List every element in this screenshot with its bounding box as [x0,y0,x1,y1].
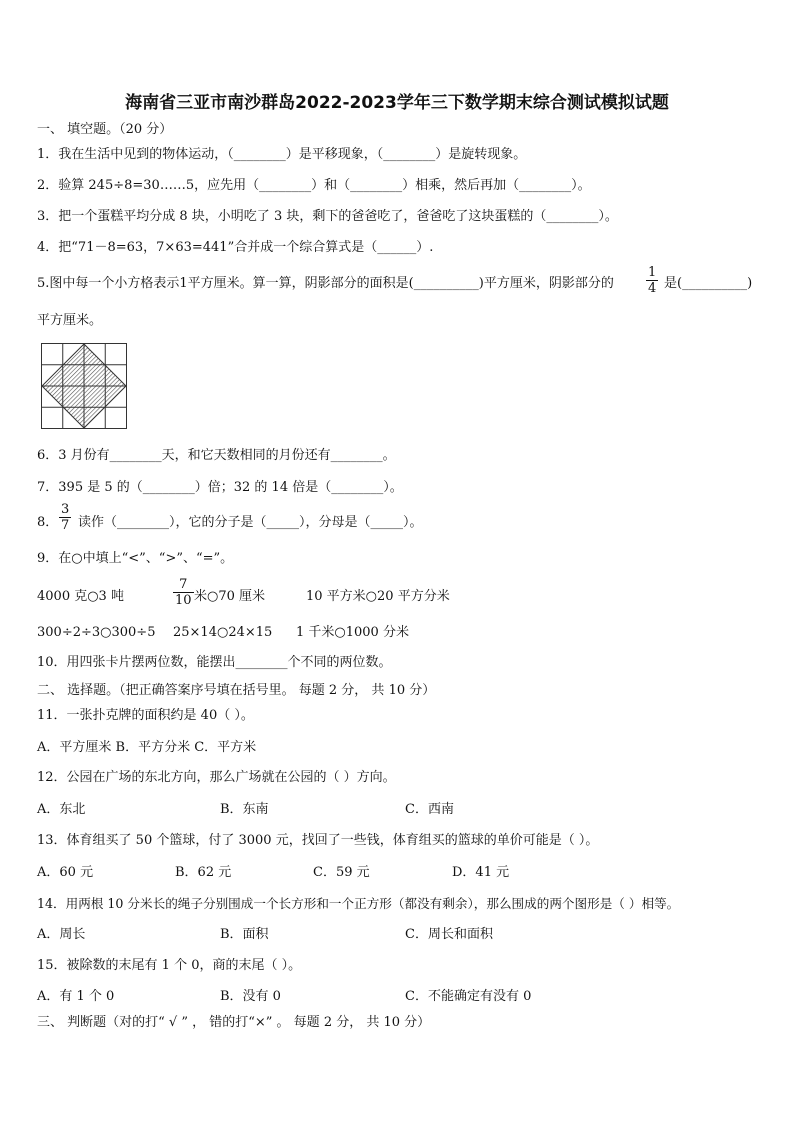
question-5-text-end: 是(__________) [664,276,753,291]
question-9-item-f: 1 千米○1000 分米 [296,625,409,640]
grid-lines [41,343,127,429]
grid-figure [41,343,127,429]
question-8-number: 8． [37,515,59,530]
question-9-item-e: 25×14○24×15 [173,625,273,640]
question-12-option-b: B．东南 [220,802,269,817]
question-12-option-a: A．东北 [37,802,86,817]
question-12-option-c: C．西南 [405,802,454,817]
question-3: 3．把一个蛋糕平均分成 8 块，小明吃了 3 块，剩下的爸爸吃了，爸爸吃了这块蛋糕的（________）。 [37,209,618,224]
section-1-heading: 一、 填空题。（20 分） [37,122,173,137]
fraction-numerator: 3 [61,502,70,517]
question-1: 1．我在生活中见到的物体运动，（________）是平移现象，（________）是旋转现象。 [37,147,527,162]
question-9-item-a: 4000 克○3 吨 [37,589,124,604]
question-14-option-a: A．周长 [37,927,86,942]
question-14: 14．用两根 10 分米长的绳子分别围成一个长方形和一个正方形（都没有剩余），那么围成的两个图形是（ ）相等。 [37,896,680,911]
question-14-option-b: B．面积 [220,927,269,942]
question-13-option-a: A．60 元 [37,865,94,880]
page-title: 海南省三亚市南沙群岛2022-2023学年三下数学期末综合测试模拟试题 [125,93,669,113]
question-2: 2．验算 245÷8=30……5，应先用（________）和（________）相乘，然后再加（________）。 [37,178,591,193]
fraction-denominator: 7 [61,518,70,533]
question-13-option-b: B．62 元 [175,865,232,880]
question-5-text: 5.图中每一个小方格表示1平方厘米。算一算，阴影部分的面积是(__________)平方厘米，阴影部分的 [37,276,614,291]
question-5-fraction [646,265,658,296]
question-11: 11．一张扑克牌的面积约是 40（ ）。 [37,708,254,723]
question-6: 6．3 月份有________天，和它天数相同的月份还有________。 [37,448,396,463]
question-5-unit: 平方厘米。 [37,313,103,328]
question-15-option-a: A．有 1 个 0 [37,989,115,1004]
question-15-option-b: B．没有 0 [220,989,281,1004]
section-3-heading: 三、 判断题（对的打“ √ ” ， 错的打“×” 。 每题 2 分， 共 10 分） [37,1015,431,1030]
question-13-option-d: D．41 元 [452,865,510,880]
fraction-denominator: 4 [648,281,657,296]
question-9-item-b-fraction [173,577,194,608]
question-15-option-c: C．不能确定有没有 0 [405,989,532,1004]
question-9-item-c: 10 平方米○20 平方分米 [306,589,450,604]
question-4: 4．把“71－8=63，7×63=441”合并成一个综合算式是（______）. [37,240,434,255]
question-11-options: A．平方厘米 B．平方分米 C．平方米 [37,740,257,755]
question-12: 12．公园在广场的东北方向，那么广场就在公园的（ ）方向。 [37,770,396,785]
question-8-text: 读作（________），它的分子是（_____），分母是（_____）。 [78,515,423,530]
question-10: 10．用四张卡片摆两位数，能摆出________个不同的两位数。 [37,655,392,670]
question-13-option-c: C．59 元 [313,865,370,880]
question-9-item-b: 米○70 厘米 [194,589,266,604]
question-13: 13．体育组买了 50 个篮球，付了 3000 元，找回了一些钱，体育组买的篮球的单价可能是（ ）。 [37,833,599,848]
question-14-option-c: C．周长和面积 [405,927,493,942]
fraction-numerator: 7 [173,577,194,593]
question-7: 7．395 是 5 的（________）倍；32 的 14 倍是（________）。 [37,480,403,495]
fraction-denominator: 10 [175,593,192,608]
question-8-fraction [59,502,71,533]
fraction-numerator: 1 [648,265,657,280]
question-9: 9．在○中填上“<”、“>”、“=”。 [37,551,234,566]
section-2-heading: 二、 选择题。（把正确答案序号填在括号里。 每题 2 分， 共 10 分） [37,683,436,698]
question-15: 15．被除数的末尾有 1 个 0，商的末尾（ ）。 [37,958,302,973]
question-9-item-d: 300÷2÷3○300÷5 [37,625,156,640]
